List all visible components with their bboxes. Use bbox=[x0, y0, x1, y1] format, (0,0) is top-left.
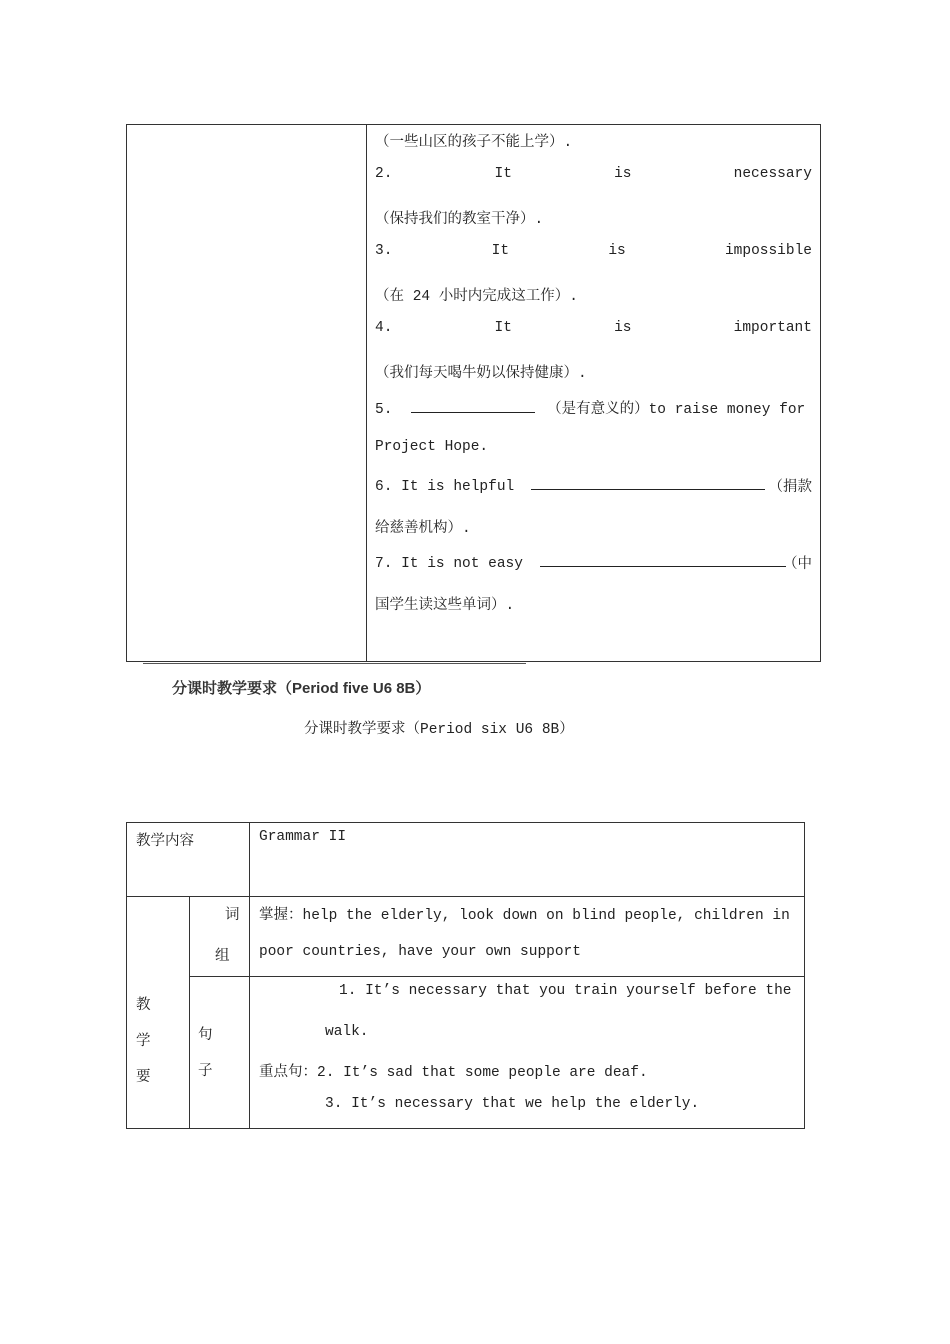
exercise-4-word-it: It bbox=[494, 320, 512, 336]
exercise-2-hint: （保持我们的教室干净）. bbox=[375, 212, 544, 228]
exercise-5 bbox=[375, 397, 805, 418]
exercise-6-prompt: 6. It is helpful bbox=[375, 479, 515, 495]
exercise-6-hint-continuation: 给慈善机构）. bbox=[375, 521, 471, 537]
exercise-4-number: 4. bbox=[375, 320, 393, 336]
sentences-label-char-2: 子 bbox=[198, 1064, 213, 1080]
exercise-6-hint: （捐款 bbox=[768, 480, 812, 496]
exercise-6 bbox=[375, 475, 812, 495]
exercise-2-word-is: is bbox=[614, 166, 632, 182]
sentence-1-line-1: 1. It’s necessary that you train yourself before the bbox=[339, 983, 792, 999]
exercise-5-blank[interactable] bbox=[411, 398, 535, 413]
exercise-3 bbox=[375, 243, 812, 259]
exercise-4-word-is: is bbox=[614, 320, 632, 336]
separator-line bbox=[143, 663, 526, 664]
phrases-label-char-2: 组 bbox=[215, 949, 230, 965]
exercise-3-word-adj: impossible bbox=[724, 243, 812, 259]
side-label-char-3: 要 bbox=[136, 1070, 151, 1086]
exercise-2-word-adj: necessary bbox=[733, 166, 812, 182]
content-label: 教学内容 bbox=[136, 834, 194, 850]
phrases-line-2: poor countries, have your own support bbox=[259, 944, 581, 960]
exercise-3-word-is: is bbox=[608, 243, 626, 259]
side-label-char-1: 教 bbox=[136, 998, 151, 1014]
sentence-2: 重点句：2. It’s sad that some people are deaf. bbox=[259, 1065, 648, 1081]
phrases-line-1: 掌握：help the elderly, look down on blind people, children in bbox=[259, 908, 790, 924]
exercise-7 bbox=[375, 552, 812, 572]
exercise-4-word-adj: important bbox=[733, 320, 812, 336]
exercise-3-word-it: It bbox=[491, 243, 510, 259]
heading-period-six: 分课时教学要求（Period six U6 8B） bbox=[304, 722, 574, 738]
exercise-2 bbox=[375, 166, 812, 182]
exercise-5-continuation: Project Hope. bbox=[375, 439, 489, 455]
exercise-4 bbox=[375, 320, 812, 336]
exercise-4-hint: （我们每天喝牛奶以保持健康）. bbox=[375, 366, 587, 382]
exercise-1-hint: （一些山区的孩子不能上学）. bbox=[375, 135, 573, 151]
exercise-3-number: 3. bbox=[375, 243, 393, 259]
heading-period-five: 分课时教学要求（Period five U6 8B） bbox=[172, 680, 431, 697]
exercise-2-number: 2. bbox=[375, 166, 393, 182]
exercise-2-word-it: It bbox=[494, 166, 512, 182]
sentence-1-line-2: walk. bbox=[325, 1024, 369, 1040]
exercise-7-prompt: 7. It is not easy bbox=[375, 556, 523, 572]
content-value: Grammar II bbox=[259, 829, 347, 845]
phrases-label-char-1: 词 bbox=[225, 908, 240, 924]
side-label-char-2: 学 bbox=[136, 1034, 151, 1050]
exercise-3-hint: （在 24 小时内完成这工作）. bbox=[375, 289, 579, 305]
sentences-label-char-1: 句 bbox=[198, 1028, 213, 1044]
exercise-5-number: 5. bbox=[375, 402, 393, 418]
sentence-3: 3. It’s necessary that we help the elderly. bbox=[325, 1096, 700, 1112]
exercise-6-blank[interactable] bbox=[531, 475, 765, 490]
exercise-7-hint-continuation: 国学生读这些单词）. bbox=[375, 598, 515, 614]
exercise-7-blank[interactable] bbox=[540, 552, 786, 567]
exercise-5-hint: （是有意义的）to raise money for bbox=[547, 402, 806, 418]
exercise-7-hint: （中 bbox=[783, 557, 812, 573]
